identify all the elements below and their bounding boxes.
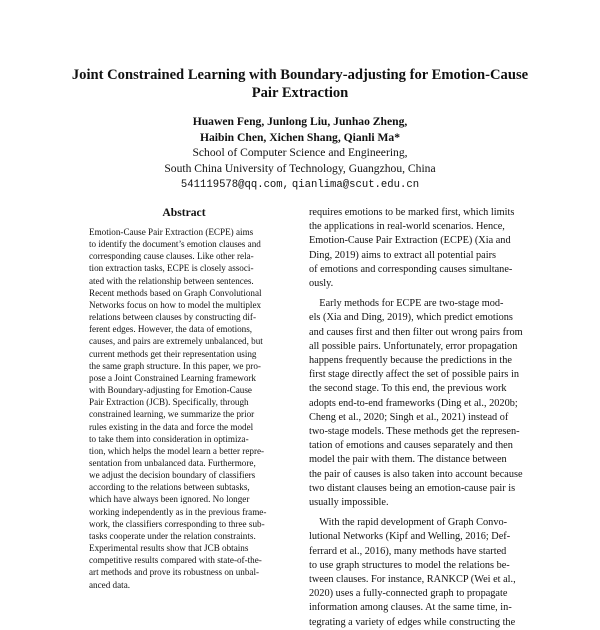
abstract-line: which have always been ignored. No longer <box>89 494 250 505</box>
body-line: and causes first and then filter out wrong pairs from <box>309 326 523 338</box>
authors-line-1: Huawen Feng, Junlong Liu, Junhao Zheng, <box>192 115 408 128</box>
abstract-line: to identify the document’s emotion clauses and <box>89 239 261 250</box>
body-line: to use graph structures to model the relations be- <box>309 559 510 571</box>
body-line: ferrard et al., 2016), many methods have started <box>309 545 507 557</box>
abstract-line: tion, which helps the model learn a better repre- <box>89 445 265 456</box>
abstract-line: according to the relations between subtasks, <box>89 482 250 493</box>
body-line: the pair of causes is also taken into account because <box>309 468 523 480</box>
email-line <box>60 176 540 194</box>
body-line: lutional Networks (Kipf and Welling, 2016; Def- <box>309 531 511 543</box>
body-paragraph <box>309 516 541 630</box>
title-line-1: Joint Constrained Learning with Boundary-adjusting for Emotion-Cause <box>71 67 529 83</box>
body-line: first stage directly affect the set of possible pairs in <box>309 369 519 381</box>
abstract-line: relations between clauses by constructing dif- <box>89 312 256 323</box>
body-line: of emotions and corresponding causes simultane- <box>309 263 513 275</box>
abstract-heading: Abstract <box>162 206 206 219</box>
body-line: happens frequently because the predictions in the <box>309 355 513 367</box>
abstract-line: the same graph structure. In this paper, we pro- <box>89 360 261 371</box>
abstract-line: causes, and pairs are extremely unbalanced, but <box>89 336 263 347</box>
abstract-line: sentation from unbalanced data. Furthermore, <box>89 457 256 468</box>
abstract-line: we adjust the decision boundary of classifiers <box>89 470 256 481</box>
abstract-line: competitive results compared with state-of-the- <box>89 555 262 566</box>
abstract-line: anced data. <box>89 579 131 590</box>
body-line: adopts end-to-end frameworks (Ding et al., 2020b; <box>309 397 518 409</box>
email-1: 541119578@qq.com, <box>180 179 289 192</box>
body-line: Cheng et al., 2020; Singh et al., 2021) instead of <box>309 411 509 423</box>
body-line: information among clauses. At the same time, in- <box>309 602 512 614</box>
abstract-line: constrained learning, we summarize the prior <box>89 409 255 420</box>
abstract-line: corresponding cause clauses. Like other rela- <box>89 251 254 262</box>
body-line: all possible pairs. Unfortunately, error propagation <box>309 340 518 352</box>
abstract-line: to take them into consideration in optimiza- <box>89 433 249 444</box>
affiliation-line-1: School of Computer Science and Engineering, <box>192 146 408 160</box>
abstract-line: art methods and prove its robustness on unbal- <box>89 567 260 578</box>
abstract-line: current methods get their representation using <box>89 348 257 359</box>
email-2: qianlima@scut.edu.cn <box>291 179 420 192</box>
abstract-line: pose a Joint Constrained Learning framework <box>89 372 256 383</box>
body-line: 2020) uses a fully-connected graph to propagate <box>309 588 508 600</box>
abstract-line: ated with the relationship between sentences. <box>89 275 254 286</box>
abstract-body <box>89 226 280 591</box>
abstract-line: ferent edges. However, the data of emotions, <box>89 324 253 335</box>
abstract-line: tion extraction tasks, ECPE is closely associ- <box>89 263 254 274</box>
body-line: Emotion-Cause Pair Extraction (ECPE) (Xia and <box>309 235 511 247</box>
author-block <box>60 114 540 194</box>
body-line: the second stage. To this end, the previous work <box>309 383 507 395</box>
abstract-line: Recent methods based on Graph Convolutional <box>89 287 262 298</box>
body-line: els (Xia and Ding, 2019), which predict emotions <box>309 312 513 324</box>
body-paragraph <box>309 206 541 291</box>
body-line: tegrating a variety of edges while constructing the <box>309 616 516 628</box>
body-line: requires emotions to be marked first, which limits <box>309 207 515 218</box>
abstract-line: Networks focus on how to model the multiplex <box>89 299 262 310</box>
authors-line-2: Haibin Chen, Xichen Shang, Qianli Ma* <box>199 130 401 144</box>
abstract-line: work, the classifiers corresponding to three sub- <box>89 518 265 529</box>
abstract-line: with Boundary-adjusting for Emotion-Cause <box>89 385 252 396</box>
paper-title <box>60 66 540 102</box>
body-line: usually impossible. <box>309 497 389 509</box>
abstract-line: Experimental results show that JCB obtains <box>89 543 249 554</box>
body-line: With the rapid development of Graph Convo- <box>309 517 508 529</box>
body-line: Early methods for ECPE are two-stage mod- <box>309 298 504 310</box>
body-line: two-stage models. These methods get the represen- <box>309 426 520 438</box>
body-line: ously. <box>309 278 334 290</box>
body-line: Ding, 2019) aims to extract all potential pairs <box>309 249 497 261</box>
abstract-line: tasks cooperate under the relation constraints. <box>89 530 256 541</box>
body-line: the applications in real-world scenarios. Hence, <box>309 221 505 233</box>
body-line: model the pair with them. The distance between <box>309 454 507 466</box>
abstract-line: working independently as in the previous frame- <box>89 506 267 517</box>
body-line: two distant clauses being an emotion-cause pair is <box>309 482 516 494</box>
affiliation-line-2: South China University of Technology, Guangzhou, China <box>164 161 436 175</box>
title-line-2: Pair Extraction <box>251 85 349 101</box>
body-line: tation of emotions and causes separately and then <box>309 440 513 452</box>
abstract-line: rules existing in the data and force the model <box>89 421 254 432</box>
body-line: tween clauses. For instance, RANKCP (Wei et al., <box>309 574 516 586</box>
body-paragraph <box>309 297 541 510</box>
abstract-line: Pair Extraction (JCB). Specifically, through <box>89 397 249 408</box>
body-column-right <box>309 206 541 630</box>
abstract-line: Emotion-Cause Pair Extraction (ECPE) aims <box>89 227 254 237</box>
